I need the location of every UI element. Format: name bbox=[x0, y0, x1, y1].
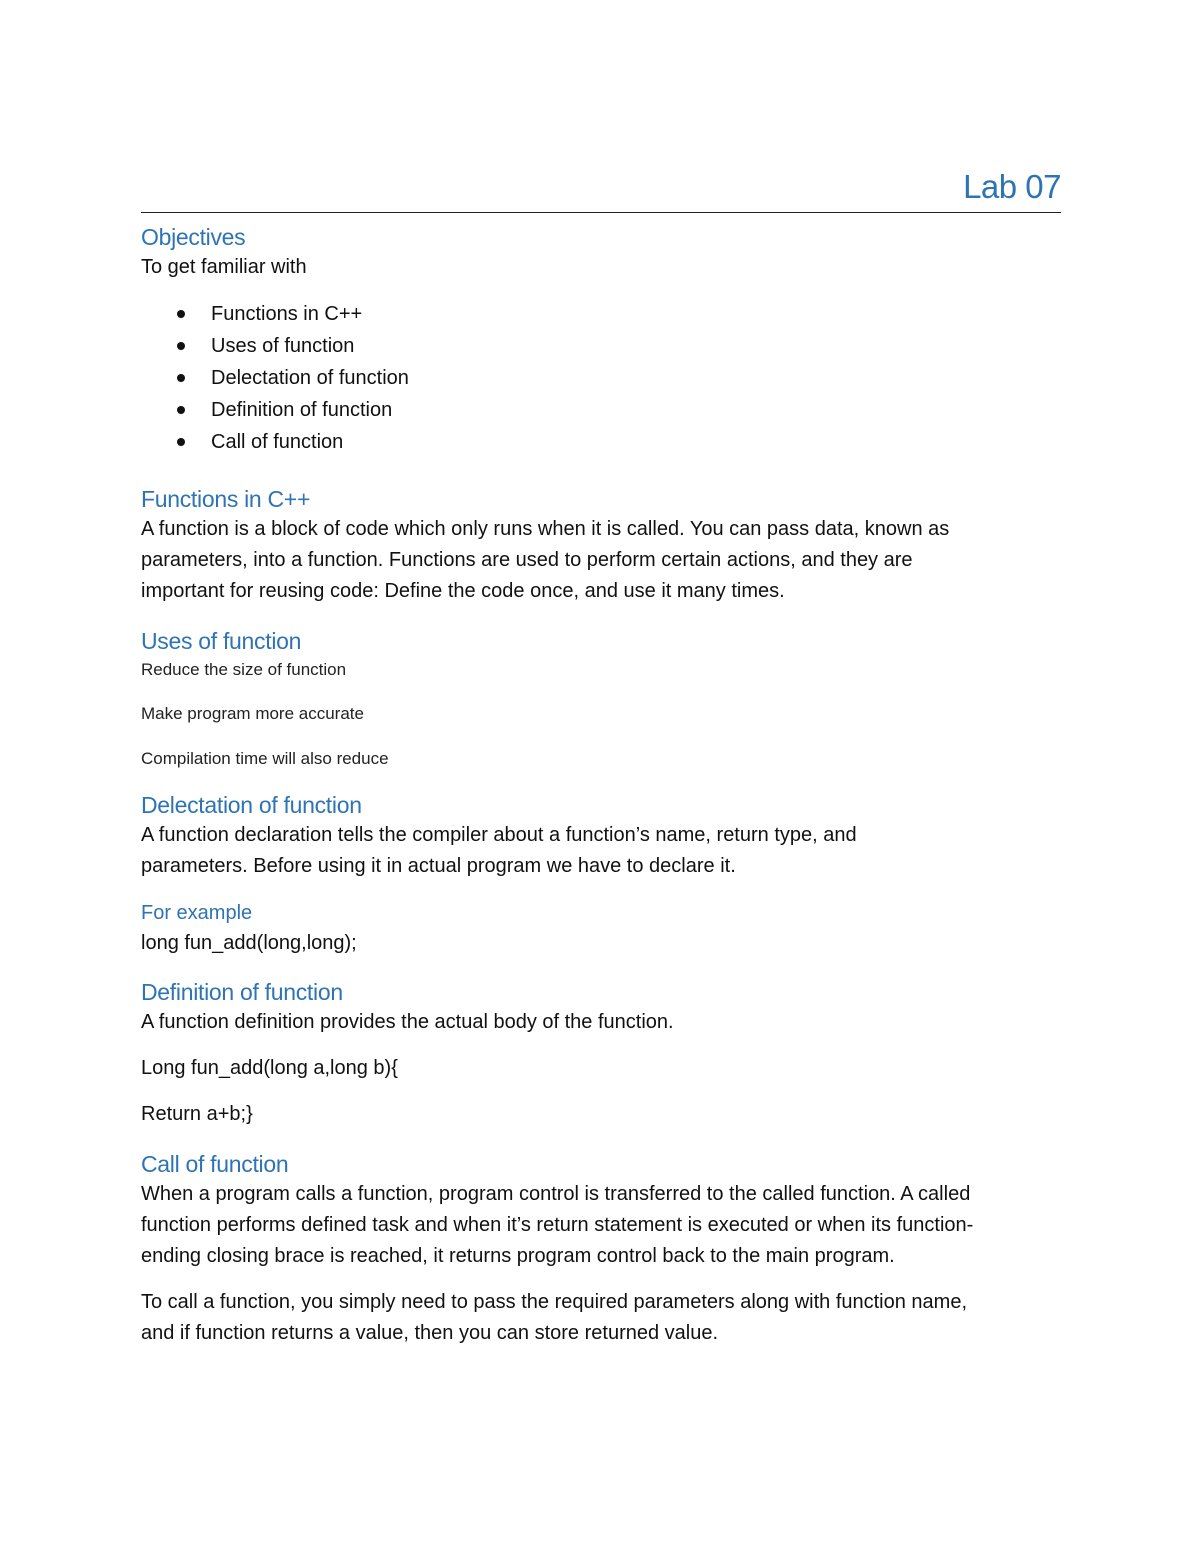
list-item: Delectation of function bbox=[141, 362, 1061, 394]
objectives-list bbox=[141, 298, 1061, 458]
call-section bbox=[141, 1149, 1061, 1349]
objectives-intro: To get familiar with bbox=[141, 256, 307, 278]
functions-line: A function is a block of code which only runs when it is called. You can pass data, known as bbox=[141, 518, 950, 540]
call-heading: Call of function bbox=[141, 1151, 289, 1177]
list-item: Call of function bbox=[141, 426, 1061, 458]
definition-text: A function definition provides the actual body of the function. bbox=[141, 1011, 674, 1033]
delectation-heading: Delectation of function bbox=[141, 792, 362, 818]
example-label: For example bbox=[141, 902, 253, 924]
document-title: Lab 07 bbox=[963, 168, 1061, 205]
list-item: Functions in C++ bbox=[141, 298, 1061, 330]
uses-item: Reduce the size of function bbox=[141, 660, 347, 679]
functions-section bbox=[141, 484, 1061, 607]
document-body bbox=[141, 222, 1061, 1349]
delectation-section bbox=[141, 790, 1061, 959]
functions-heading: Functions in C++ bbox=[141, 486, 311, 512]
bullet-icon bbox=[177, 374, 185, 382]
uses-item: Compilation time will also reduce bbox=[141, 749, 389, 768]
delectation-line: A function declaration tells the compiler about a function’s name, return type, and bbox=[141, 824, 857, 846]
functions-line: important for reusing code: Define the code once, and use it many times. bbox=[141, 580, 785, 602]
uses-item: Make program more accurate bbox=[141, 704, 364, 723]
objectives-section bbox=[141, 222, 1061, 458]
title-divider bbox=[141, 212, 1061, 213]
uses-section bbox=[141, 626, 1061, 770]
definition-code-line: Long fun_add(long a,long b){ bbox=[141, 1057, 398, 1079]
definition-heading: Definition of function bbox=[141, 979, 343, 1005]
definition-section bbox=[141, 977, 1061, 1130]
list-item: Uses of function bbox=[141, 330, 1061, 362]
bullet-icon bbox=[177, 310, 185, 318]
bullet-icon bbox=[177, 438, 185, 446]
uses-heading: Uses of function bbox=[141, 628, 302, 654]
objectives-heading: Objectives bbox=[141, 224, 246, 250]
bullet-icon bbox=[177, 342, 185, 350]
definition-code-line: Return a+b;} bbox=[141, 1103, 253, 1125]
call-para1-line: ending closing brace is reached, it returns program control back to the main program. bbox=[141, 1245, 895, 1267]
functions-line: parameters, into a function. Functions are used to perform certain actions, and they are bbox=[141, 549, 913, 571]
call-para2-line: and if function returns a value, then you can store returned value. bbox=[141, 1322, 719, 1344]
example-code: long fun_add(long,long); bbox=[141, 932, 357, 954]
call-para2-line: To call a function, you simply need to pass the required parameters along with function name, bbox=[141, 1291, 968, 1313]
delectation-line: parameters. Before using it in actual program we have to declare it. bbox=[141, 855, 736, 877]
bullet-icon bbox=[177, 406, 185, 414]
call-para1-line: When a program calls a function, program control is transferred to the called function. A called bbox=[141, 1183, 971, 1205]
call-para1-line: function performs defined task and when it’s return statement is executed or when its function- bbox=[141, 1214, 974, 1236]
list-item: Definition of function bbox=[141, 394, 1061, 426]
